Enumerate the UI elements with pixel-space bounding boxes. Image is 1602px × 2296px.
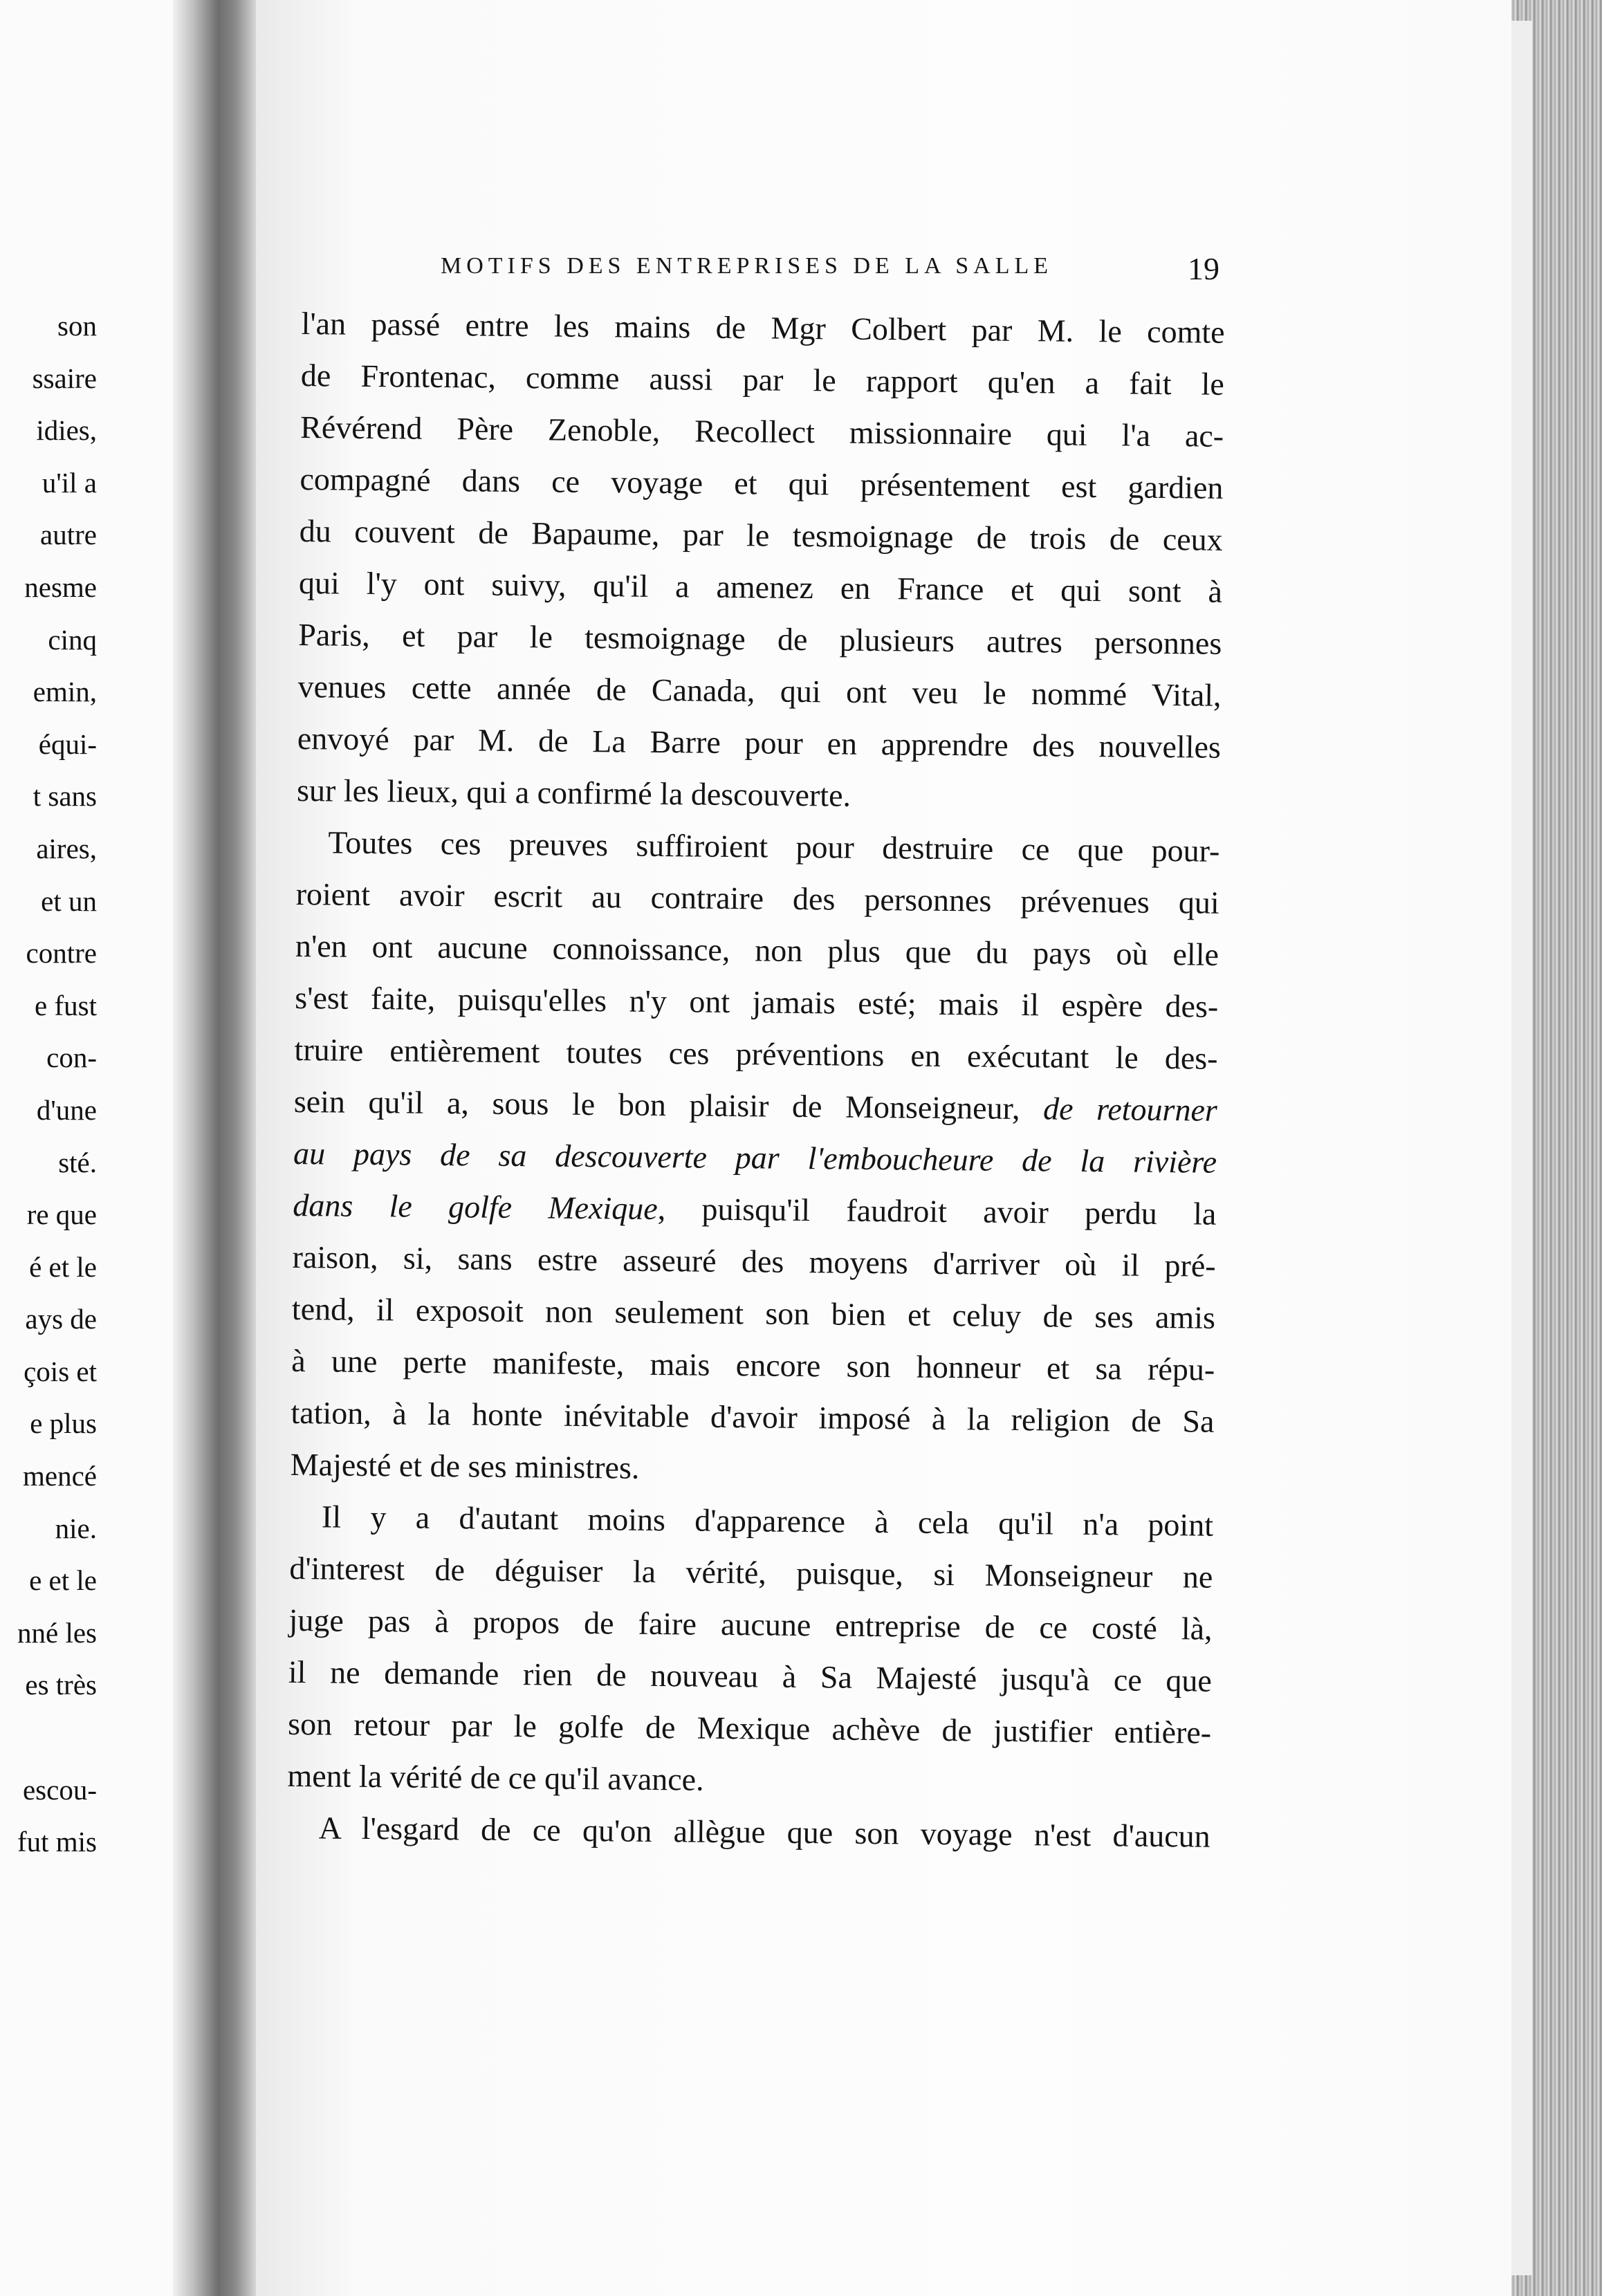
left-fragment: ays de xyxy=(25,1303,97,1335)
left-fragment: et un xyxy=(41,885,97,917)
page-edge-margin xyxy=(1511,21,1532,2275)
left-fragment: idies, xyxy=(36,414,97,447)
text-line: du couvent de Bapaume, par le tesmoignage de trois de ceux xyxy=(299,512,1223,557)
text-line: envoyé par M. de La Barre pour en apprendre des nouvelles xyxy=(297,720,1222,765)
left-fragment: escou- xyxy=(22,1773,97,1806)
left-fragment: son xyxy=(57,310,97,342)
left-facing-page xyxy=(0,0,173,2296)
text-segment: , puisqu'il faudroit avoir perdu la xyxy=(657,1191,1217,1232)
text-line: Paris, et par le tesmoignage de plusieurs autres personnes xyxy=(298,616,1222,661)
text-line: compagné dans ce voyage et qui présentement est gardien xyxy=(300,461,1224,506)
left-page-text-fragments xyxy=(0,300,97,1869)
text-line: raison, si, sans estre asseuré des moyens d'arriver où il pré- xyxy=(292,1239,1216,1284)
body-text xyxy=(286,297,1225,1862)
text-line: sur les lieux, qui a confirmé la descouverte. xyxy=(296,772,851,813)
italic-segment: dans le golfe Mexique xyxy=(293,1187,658,1227)
text-line xyxy=(293,1179,1217,1240)
left-fragment: çois et xyxy=(24,1355,97,1387)
text-line: s'est faite, puisqu'elles n'y ont jamais esté; mais il espère des- xyxy=(295,979,1219,1024)
left-fragment: ssaire xyxy=(32,362,97,394)
left-fragment: es très xyxy=(25,1669,97,1701)
left-fragment: e plus xyxy=(30,1407,97,1440)
text-segment: sein qu'il a, sous le bon plaisir de Monseigneur, xyxy=(293,1083,1020,1127)
text-line: tation, à la honte inévitable d'avoir imposé à la religion de Sa xyxy=(291,1394,1215,1439)
left-fragment: équi- xyxy=(38,728,97,760)
left-fragment: é et le xyxy=(29,1250,97,1283)
paragraph-start-line: Toutes ces preuves suffiroient pour destruire ce que pour- xyxy=(328,824,1220,869)
left-fragment: cinq xyxy=(48,623,97,656)
text-line: Révérend Père Zenoble, Recollect missionnaire qui l'a ac- xyxy=(300,409,1224,454)
left-fragment: d'une xyxy=(36,1093,97,1126)
text-line: de Frontenac, comme aussi par le rapport qu'en a fait le xyxy=(300,357,1225,402)
left-fragment: nie. xyxy=(55,1512,97,1544)
left-fragment: nesme xyxy=(24,571,97,603)
left-fragment: mencé xyxy=(23,1460,97,1492)
text-line: son retour par le golfe de Mexique achève de justifier entière- xyxy=(287,1705,1212,1750)
left-fragment: con- xyxy=(46,1041,97,1074)
text-line: ment la vérité de ce qu'il avance. xyxy=(287,1757,704,1797)
left-fragment: sté. xyxy=(58,1146,97,1178)
left-fragment: nné les xyxy=(17,1616,97,1649)
text-line: à une perte manifeste, mais encore son honneur et sa répu- xyxy=(291,1342,1215,1387)
paragraph-start-line: A l'esgard de ce qu'on allègue que son voyage n'est d'aucun xyxy=(318,1810,1210,1854)
left-fragment: e et le xyxy=(29,1564,97,1597)
paragraph-start-line: Il y a d'autant moins d'apparence à cela qu'il n'a point xyxy=(321,1499,1214,1543)
page-number: 19 xyxy=(1188,251,1219,286)
text-line: qui l'y ont suivy, qu'il a amenez en France et qui sont à xyxy=(298,564,1223,609)
left-fragment: autre xyxy=(40,519,97,551)
left-fragment: emin, xyxy=(33,676,97,708)
text-line: truire entièrement toutes ces préventions en exécutant le des- xyxy=(294,1031,1218,1076)
text-line: juge pas à propos de faire aucune entreprise de ce costé là, xyxy=(288,1602,1213,1647)
left-fragment: t sans xyxy=(33,780,97,813)
left-fragment: e fust xyxy=(35,989,97,1021)
text-line xyxy=(293,1075,1217,1136)
running-head: MOTIFS DES ENTREPRISES DE LA SALLE xyxy=(441,253,1053,279)
text-line: roient avoir escrit au contraire des personnes prévenues qui xyxy=(295,876,1219,920)
text-line: d'interest de déguiser la vérité, puisque, si Monseigneur ne xyxy=(289,1550,1213,1595)
left-fragment xyxy=(0,1712,97,1764)
text-line: n'en ont aucune connoissance, non plus que du pays où elle xyxy=(295,927,1219,972)
left-fragment: fut mis xyxy=(17,1826,97,1858)
left-fragment: aires, xyxy=(36,832,97,864)
text-line: tend, il exposoit non seulement son bien et celuy de ses amis xyxy=(291,1290,1216,1335)
italic-segment: de retourner xyxy=(1042,1091,1218,1128)
text-line: l'an passé entre les mains de Mgr Colbert par M. le comte xyxy=(301,305,1225,350)
left-fragment: u'il a xyxy=(42,466,97,499)
text-line: Majesté et de ses ministres. xyxy=(290,1446,640,1485)
left-fragment: contre xyxy=(26,937,97,970)
text-line: venues cette année de Canada, qui ont veu le nommé Vital, xyxy=(297,668,1222,713)
left-fragment: re que xyxy=(26,1198,97,1231)
binding-gutter xyxy=(173,0,256,2296)
text-line: il ne demande rien de nouveau à Sa Majesté jusqu'à ce que xyxy=(288,1654,1213,1698)
italic-line: au pays de sa descouverte par l'emboucheure de la rivière xyxy=(293,1135,1217,1180)
